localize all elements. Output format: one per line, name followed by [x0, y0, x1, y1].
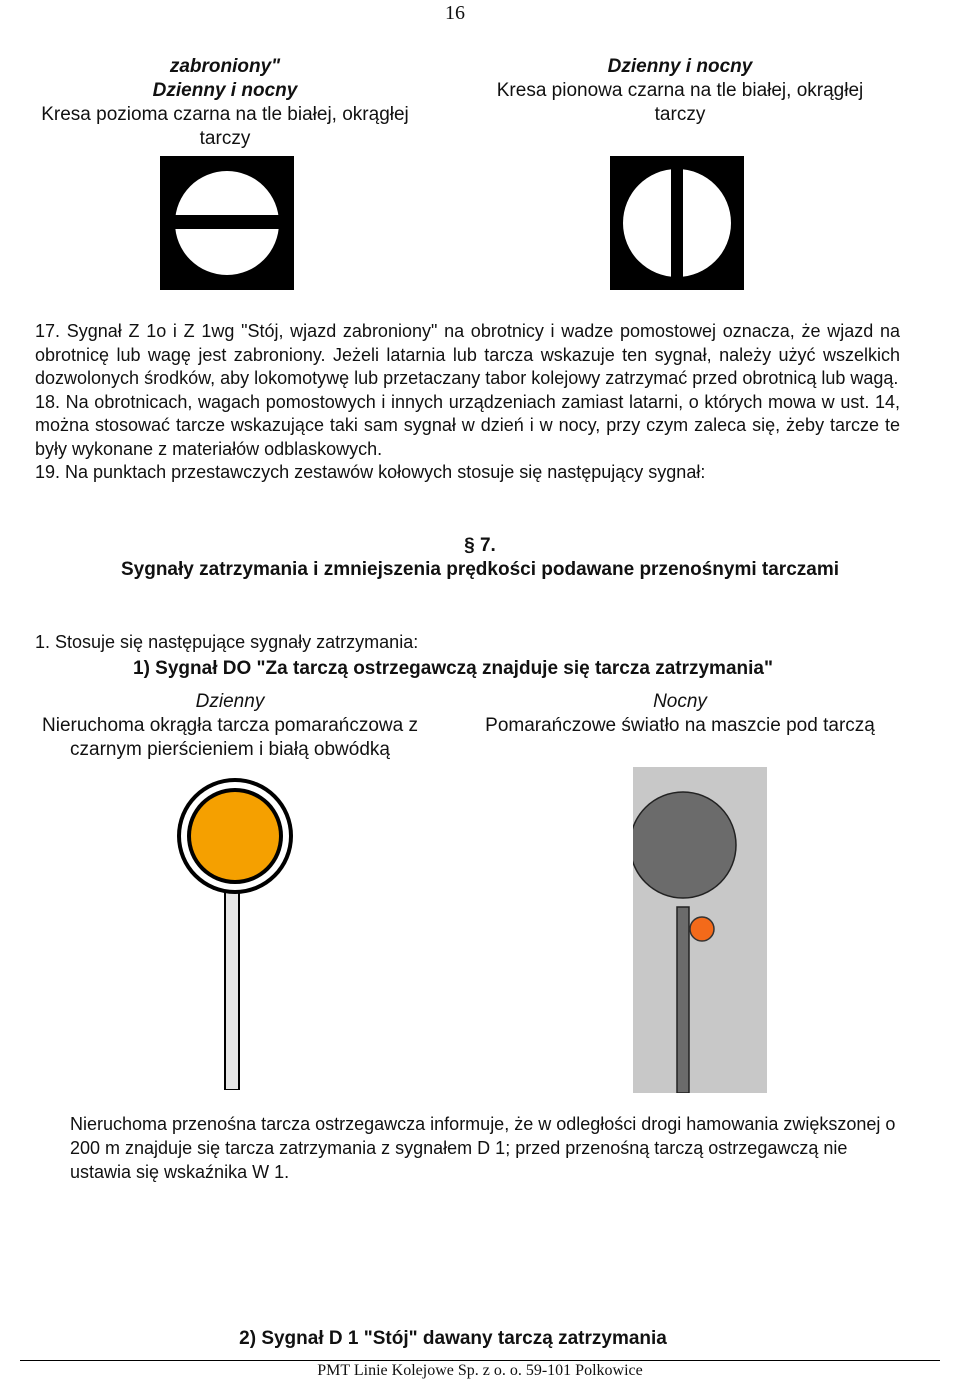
- right-subtitle: Dzienny i nocny: [607, 56, 753, 77]
- paragraph-17: 17. Sygnał Z 1o i Z 1wg "Stój, wjazd zabroniony" na obrotnicy i wadze pomostowej oznacza, że wjazd na obrotnicę lub wagę jest zabroniony. Jeżeli latarnia lub tarcza wskazuje ten sygnał, należy użyć wszelkich dozwolonych środków, aby lokomotywę lub przetaczany tabor kolejowy zatrzymać przed obrotnicą lub wagą.: [35, 321, 900, 388]
- page-number: 16: [445, 2, 465, 24]
- right-column-header: [470, 55, 890, 127]
- paragraphs-block: [35, 320, 900, 485]
- signal-2-title: 2) Sygnał D 1 "Stój" dawany tarczą zatrzymania: [239, 1328, 667, 1349]
- note-paragraph: Nieruchoma przenośna tarcza ostrzegawcza informuje, że w odległości drogi hamowania zwiększonej o 200 m znajduje się tarcza zatrzymania z sygnałem D 1; przed przenośną tarczą ostrzegawczą nie ustawia się wskaźnika W 1.: [70, 1114, 896, 1182]
- signal-1-title: 1) Sygnał DO "Za tarczą ostrzegawczą znajduje się tarcza zatrzymania": [133, 658, 773, 679]
- horizontal-bar-signal-image: [160, 156, 294, 290]
- left-subtitle: Dzienny i nocny: [152, 80, 298, 101]
- paragraph-19: 19. Na punktach przestawczych zestawów kołowych stosuje się następujący sygnał:: [35, 462, 706, 482]
- orange-disc-signal-image: [175, 776, 295, 1090]
- footer-text: PMT Linie Kolejowe Sp. z o. o. 59-101 Polkowice: [317, 1362, 643, 1379]
- footer-divider: [20, 1360, 940, 1361]
- right-description: Kresa pionowa czarna na tle białej, okrągłej tarczy: [496, 80, 864, 125]
- night-signal-image: [633, 767, 767, 1093]
- section-title: Sygnały zatrzymania i zmniejszenia prędkości podawane przenośnymi tarczami: [120, 559, 840, 580]
- day-description: Nieruchoma okrągła tarcza pomarańczowa z czarnym pierścieniem i białą obwódką: [42, 715, 418, 760]
- left-description: Kresa pozioma czarna na tle białej, okrągłej tarczy: [41, 104, 409, 149]
- day-label: Dzienny: [195, 691, 265, 712]
- item-1: 1. Stosuje się następujące sygnały zatrzymania:: [35, 632, 419, 652]
- left-column-header: [20, 55, 430, 151]
- vertical-bar-signal-image: [610, 156, 744, 290]
- night-label: Nocny: [653, 691, 707, 712]
- section-number: § 7.: [464, 535, 496, 556]
- paragraph-18: 18. Na obrotnicach, wagach pomostowych i innych urządzeniach zamiast latarni, o których mowa w ust. 14, można stosować tarcze wskazujące taki sam sygnał w dzień i w nocy, przy czym zaleca się, żeby tarcze te były wykonane z materiałów odblaskowych.: [35, 391, 900, 459]
- left-title: zabroniony": [169, 56, 281, 77]
- night-description: Pomarańczowe światło na maszcie pod tarczą: [485, 715, 875, 736]
